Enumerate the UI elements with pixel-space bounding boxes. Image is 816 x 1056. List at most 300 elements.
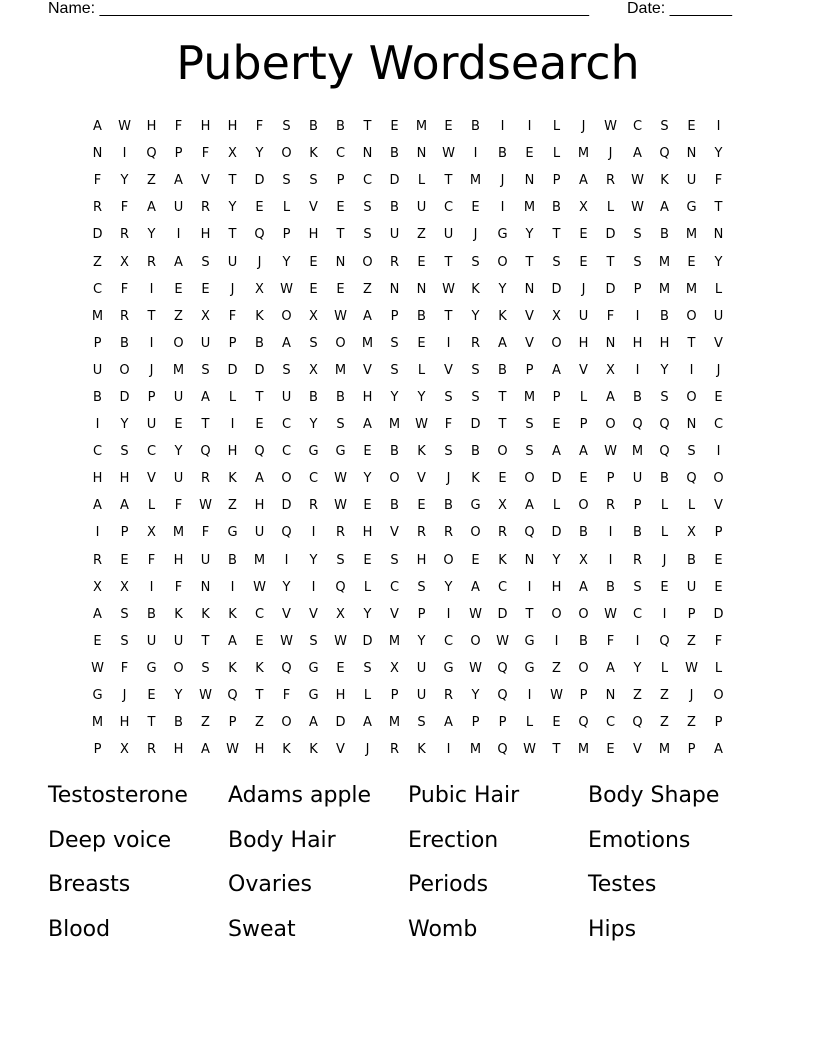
grid-letter[interactable]: I	[311, 579, 316, 595]
grid-letter[interactable]: S	[444, 444, 453, 460]
grid-letter[interactable]: X	[120, 254, 129, 270]
grid-letter[interactable]: W	[523, 742, 536, 758]
grid-letter[interactable]: B	[417, 308, 426, 324]
grid-letter[interactable]: O	[470, 525, 481, 541]
grid-letter[interactable]: Q	[146, 146, 157, 162]
grid-letter[interactable]: L	[606, 200, 615, 216]
grid-letter[interactable]: A	[363, 308, 372, 324]
grid-letter[interactable]: W	[442, 281, 455, 297]
grid-letter[interactable]: K	[228, 660, 237, 676]
grid-letter[interactable]: E	[120, 552, 129, 568]
grid-letter[interactable]: K	[174, 606, 183, 622]
grid-letter[interactable]: N	[335, 254, 346, 270]
grid-letter[interactable]: G	[308, 660, 319, 676]
grid-letter[interactable]: A	[201, 389, 210, 405]
grid-letter[interactable]: B	[633, 389, 642, 405]
grid-letter[interactable]: S	[282, 362, 291, 378]
grid-letter[interactable]: L	[714, 660, 723, 676]
grid-letter[interactable]: T	[201, 633, 210, 649]
grid-letter[interactable]: B	[93, 389, 102, 405]
grid-letter[interactable]: O	[605, 417, 616, 433]
grid-letter[interactable]: P	[228, 335, 237, 351]
grid-letter[interactable]: Q	[578, 715, 589, 731]
grid-letter[interactable]: A	[525, 498, 534, 514]
grid-letter[interactable]: E	[579, 471, 588, 487]
grid-letter[interactable]: P	[147, 389, 156, 405]
grid-letter[interactable]: F	[444, 417, 453, 433]
grid-letter[interactable]: J	[149, 362, 154, 378]
grid-letter[interactable]: N	[713, 227, 724, 243]
grid-letter[interactable]: H	[335, 688, 346, 704]
grid-letter[interactable]: T	[201, 417, 210, 433]
grid-letter[interactable]: M	[388, 715, 401, 731]
grid-letter[interactable]: B	[390, 146, 399, 162]
grid-letter[interactable]: X	[309, 308, 318, 324]
grid-letter[interactable]: W	[226, 742, 239, 758]
grid-letter[interactable]: M	[388, 417, 401, 433]
grid-letter[interactable]: J	[581, 281, 586, 297]
grid-letter[interactable]: R	[119, 308, 130, 324]
grid-letter[interactable]: N	[686, 146, 697, 162]
grid-letter[interactable]: I	[608, 525, 613, 541]
grid-letter[interactable]: R	[92, 552, 103, 568]
grid-letter[interactable]: H	[659, 335, 670, 351]
grid-letter[interactable]: X	[120, 579, 129, 595]
grid-letter[interactable]: P	[525, 362, 534, 378]
grid-letter[interactable]: W	[253, 579, 266, 595]
grid-letter[interactable]: Y	[633, 660, 642, 676]
grid-letter[interactable]: C	[281, 444, 292, 460]
grid-letter[interactable]: Q	[659, 417, 670, 433]
grid-letter[interactable]: K	[417, 444, 426, 460]
grid-letter[interactable]: L	[552, 119, 561, 135]
grid-letter[interactable]: I	[230, 579, 235, 595]
grid-letter[interactable]: E	[309, 254, 318, 270]
grid-letter[interactable]: C	[713, 417, 724, 433]
grid-letter[interactable]: S	[687, 444, 696, 460]
grid-letter[interactable]: I	[500, 200, 505, 216]
grid-letter[interactable]: E	[390, 119, 399, 135]
grid-letter[interactable]: T	[228, 173, 237, 189]
grid-letter[interactable]: M	[172, 362, 185, 378]
grid-letter[interactable]: Z	[552, 660, 561, 676]
grid-letter[interactable]: Y	[417, 633, 426, 649]
grid-letter[interactable]: A	[174, 254, 183, 270]
grid-letter[interactable]: W	[604, 119, 617, 135]
grid-letter[interactable]: Y	[471, 688, 480, 704]
grid-letter[interactable]: V	[201, 173, 210, 189]
grid-letter[interactable]: A	[93, 119, 102, 135]
grid-letter[interactable]: Q	[497, 660, 508, 676]
grid-letter[interactable]: P	[120, 525, 129, 541]
grid-letter[interactable]: P	[687, 606, 696, 622]
grid-letter[interactable]: I	[149, 335, 154, 351]
grid-letter[interactable]: P	[93, 742, 102, 758]
grid-letter[interactable]: T	[255, 389, 264, 405]
grid-letter[interactable]: L	[417, 173, 426, 189]
grid-letter[interactable]: W	[199, 498, 212, 514]
grid-letter[interactable]: S	[363, 660, 372, 676]
grid-letter[interactable]: O	[686, 308, 697, 324]
grid-letter[interactable]: E	[417, 498, 426, 514]
grid-letter[interactable]: T	[444, 173, 453, 189]
grid-letter[interactable]: A	[552, 362, 561, 378]
grid-letter[interactable]: S	[390, 362, 399, 378]
grid-letter[interactable]: K	[228, 606, 237, 622]
grid-letter[interactable]: D	[605, 281, 616, 297]
grid-letter[interactable]: I	[689, 362, 694, 378]
grid-letter[interactable]: V	[309, 606, 318, 622]
grid-letter[interactable]: L	[714, 281, 723, 297]
grid-letter[interactable]: F	[174, 579, 183, 595]
grid-letter[interactable]: I	[554, 633, 559, 649]
grid-letter[interactable]: E	[174, 281, 183, 297]
grid-letter[interactable]: I	[500, 119, 505, 135]
grid-letter[interactable]: A	[498, 335, 507, 351]
grid-letter[interactable]: O	[281, 471, 292, 487]
grid-letter[interactable]: I	[716, 444, 721, 460]
grid-letter[interactable]: E	[417, 254, 426, 270]
grid-letter[interactable]: N	[524, 173, 535, 189]
grid-letter[interactable]: V	[633, 742, 642, 758]
grid-letter[interactable]: R	[389, 254, 400, 270]
grid-letter[interactable]: B	[687, 552, 696, 568]
grid-letter[interactable]: O	[119, 362, 130, 378]
grid-letter[interactable]: A	[363, 417, 372, 433]
grid-letter[interactable]: B	[444, 498, 453, 514]
grid-letter[interactable]: P	[498, 715, 507, 731]
grid-letter[interactable]: Q	[281, 525, 292, 541]
grid-letter[interactable]: U	[173, 471, 184, 487]
grid-letter[interactable]: T	[714, 200, 723, 216]
grid-letter[interactable]: X	[552, 308, 561, 324]
grid-letter[interactable]: P	[93, 335, 102, 351]
grid-letter[interactable]: L	[147, 498, 156, 514]
grid-letter[interactable]: H	[227, 444, 238, 460]
grid-letter[interactable]: L	[660, 525, 669, 541]
grid-letter[interactable]: U	[281, 389, 292, 405]
grid-letter[interactable]: I	[284, 552, 289, 568]
grid-letter[interactable]: I	[446, 335, 451, 351]
grid-letter[interactable]: Z	[687, 633, 696, 649]
grid-letter[interactable]: P	[606, 471, 615, 487]
grid-letter[interactable]: R	[443, 525, 454, 541]
grid-letter[interactable]: Z	[228, 498, 237, 514]
grid-letter[interactable]: B	[660, 471, 669, 487]
grid-letter[interactable]: W	[415, 417, 428, 433]
grid-letter[interactable]: M	[469, 173, 482, 189]
grid-letter[interactable]: Q	[497, 688, 508, 704]
grid-letter[interactable]: S	[471, 362, 480, 378]
grid-letter[interactable]: Y	[363, 606, 372, 622]
grid-letter[interactable]: S	[444, 389, 453, 405]
grid-letter[interactable]: G	[524, 633, 535, 649]
grid-letter[interactable]: J	[608, 146, 613, 162]
grid-letter[interactable]: E	[498, 471, 507, 487]
grid-letter[interactable]: V	[282, 606, 291, 622]
grid-letter[interactable]: E	[363, 444, 372, 460]
grid-letter[interactable]: J	[365, 742, 370, 758]
grid-letter[interactable]: W	[469, 660, 482, 676]
grid-letter[interactable]: I	[230, 417, 235, 433]
grid-letter[interactable]: A	[174, 173, 183, 189]
grid-letter[interactable]: E	[363, 498, 372, 514]
grid-letter[interactable]: M	[172, 525, 185, 541]
grid-letter[interactable]: R	[119, 227, 130, 243]
grid-letter[interactable]: K	[255, 660, 264, 676]
grid-letter[interactable]: Q	[686, 471, 697, 487]
grid-letter[interactable]: B	[228, 552, 237, 568]
grid-letter[interactable]: O	[470, 633, 481, 649]
grid-letter[interactable]: O	[578, 498, 589, 514]
grid-letter[interactable]: G	[146, 660, 157, 676]
grid-letter[interactable]: H	[146, 119, 157, 135]
grid-letter[interactable]: S	[309, 335, 318, 351]
grid-letter[interactable]: Q	[659, 633, 670, 649]
grid-letter[interactable]: E	[525, 146, 534, 162]
grid-letter[interactable]: D	[713, 606, 724, 622]
grid-letter[interactable]: N	[524, 281, 535, 297]
grid-letter[interactable]: Y	[120, 417, 129, 433]
grid-letter[interactable]: Y	[525, 227, 534, 243]
grid-letter[interactable]: C	[605, 715, 616, 731]
grid-letter[interactable]: N	[362, 146, 373, 162]
grid-letter[interactable]: O	[281, 308, 292, 324]
grid-letter[interactable]: K	[255, 308, 264, 324]
grid-letter[interactable]: O	[497, 444, 508, 460]
grid-letter[interactable]: E	[363, 552, 372, 568]
grid-letter[interactable]: I	[446, 606, 451, 622]
grid-letter[interactable]: A	[606, 389, 615, 405]
grid-letter[interactable]: M	[334, 362, 347, 378]
grid-letter[interactable]: V	[714, 335, 723, 351]
grid-letter[interactable]: I	[122, 146, 127, 162]
grid-letter[interactable]: E	[579, 227, 588, 243]
grid-letter[interactable]: Q	[497, 742, 508, 758]
grid-letter[interactable]: J	[446, 471, 451, 487]
grid-letter[interactable]: I	[149, 281, 154, 297]
grid-letter[interactable]: H	[551, 579, 562, 595]
grid-letter[interactable]: L	[525, 715, 534, 731]
grid-letter[interactable]: X	[579, 552, 588, 568]
grid-letter[interactable]: E	[309, 281, 318, 297]
grid-letter[interactable]: Y	[714, 146, 723, 162]
grid-letter[interactable]: P	[552, 389, 561, 405]
grid-letter[interactable]: R	[92, 200, 103, 216]
grid-letter[interactable]: I	[149, 579, 154, 595]
grid-letter[interactable]: T	[255, 688, 264, 704]
grid-letter[interactable]: Z	[687, 715, 696, 731]
grid-letter[interactable]: E	[147, 688, 156, 704]
grid-letter[interactable]: L	[660, 498, 669, 514]
grid-letter[interactable]: C	[335, 146, 346, 162]
grid-letter[interactable]: S	[471, 389, 480, 405]
grid-letter[interactable]: T	[336, 227, 345, 243]
grid-letter[interactable]: G	[497, 227, 508, 243]
grid-letter[interactable]: U	[173, 200, 184, 216]
grid-letter[interactable]: J	[230, 281, 235, 297]
grid-letter[interactable]: B	[552, 200, 561, 216]
grid-letter[interactable]: Y	[174, 444, 183, 460]
grid-letter[interactable]: F	[606, 633, 615, 649]
grid-letter[interactable]: L	[363, 688, 372, 704]
grid-letter[interactable]: B	[660, 227, 669, 243]
grid-letter[interactable]: N	[686, 417, 697, 433]
grid-letter[interactable]: O	[551, 606, 562, 622]
grid-letter[interactable]: E	[714, 389, 723, 405]
grid-letter[interactable]: B	[120, 335, 129, 351]
grid-letter[interactable]: E	[93, 633, 102, 649]
grid-letter[interactable]: A	[471, 579, 480, 595]
grid-letter[interactable]: X	[147, 525, 156, 541]
grid-letter[interactable]: P	[633, 498, 642, 514]
grid-letter[interactable]: A	[363, 715, 372, 731]
grid-letter[interactable]: T	[498, 417, 507, 433]
grid-letter[interactable]: Y	[444, 579, 453, 595]
grid-letter[interactable]: B	[147, 606, 156, 622]
grid-letter[interactable]: E	[687, 119, 696, 135]
grid-letter[interactable]: F	[606, 308, 615, 324]
grid-letter[interactable]: A	[552, 444, 561, 460]
grid-letter[interactable]: P	[390, 688, 399, 704]
grid-letter[interactable]: T	[498, 389, 507, 405]
grid-letter[interactable]: O	[524, 471, 535, 487]
grid-letter[interactable]: S	[471, 254, 480, 270]
grid-letter[interactable]: V	[390, 525, 399, 541]
grid-letter[interactable]: A	[201, 742, 210, 758]
grid-letter[interactable]: S	[417, 715, 426, 731]
grid-letter[interactable]: C	[632, 606, 643, 622]
grid-letter[interactable]: Q	[659, 146, 670, 162]
grid-letter[interactable]: T	[363, 119, 372, 135]
grid-letter[interactable]: A	[93, 606, 102, 622]
grid-letter[interactable]: Q	[200, 444, 211, 460]
grid-letter[interactable]: J	[122, 688, 127, 704]
grid-letter[interactable]: L	[687, 498, 696, 514]
grid-letter[interactable]: Y	[363, 471, 372, 487]
grid-letter[interactable]: F	[120, 200, 129, 216]
grid-letter[interactable]: W	[550, 688, 563, 704]
grid-letter[interactable]: O	[281, 715, 292, 731]
grid-letter[interactable]: C	[92, 281, 103, 297]
grid-letter[interactable]: P	[174, 146, 183, 162]
grid-letter[interactable]: I	[716, 119, 721, 135]
grid-letter[interactable]: S	[552, 254, 561, 270]
grid-letter[interactable]: P	[282, 227, 291, 243]
grid-letter[interactable]: Y	[309, 417, 318, 433]
grid-letter[interactable]: S	[363, 200, 372, 216]
grid-letter[interactable]: R	[146, 742, 157, 758]
grid-letter[interactable]: M	[577, 742, 590, 758]
grid-letter[interactable]: S	[363, 227, 372, 243]
grid-letter[interactable]: A	[633, 146, 642, 162]
grid-letter[interactable]: I	[635, 362, 640, 378]
grid-letter[interactable]: D	[119, 389, 130, 405]
grid-letter[interactable]: P	[579, 417, 588, 433]
grid-letter[interactable]: G	[524, 660, 535, 676]
grid-letter[interactable]: H	[119, 715, 130, 731]
grid-letter[interactable]: T	[228, 227, 237, 243]
grid-letter[interactable]: H	[173, 742, 184, 758]
grid-letter[interactable]: D	[254, 173, 265, 189]
grid-letter[interactable]: V	[309, 200, 318, 216]
grid-letter[interactable]: E	[255, 633, 264, 649]
grid-letter[interactable]: M	[631, 444, 644, 460]
grid-letter[interactable]: Y	[282, 254, 291, 270]
grid-letter[interactable]: L	[660, 660, 669, 676]
grid-letter[interactable]: R	[605, 498, 616, 514]
grid-letter[interactable]: S	[282, 173, 291, 189]
grid-letter[interactable]: W	[631, 200, 644, 216]
grid-letter[interactable]: E	[579, 254, 588, 270]
grid-letter[interactable]: O	[578, 660, 589, 676]
grid-letter[interactable]: B	[579, 525, 588, 541]
grid-letter[interactable]: B	[579, 633, 588, 649]
grid-letter[interactable]: W	[280, 633, 293, 649]
grid-letter[interactable]: Y	[282, 579, 291, 595]
grid-letter[interactable]: O	[173, 335, 184, 351]
grid-letter[interactable]: Z	[417, 227, 426, 243]
grid-letter[interactable]: J	[581, 119, 586, 135]
grid-letter[interactable]: A	[309, 715, 318, 731]
grid-letter[interactable]: C	[497, 579, 508, 595]
grid-letter[interactable]: E	[714, 579, 723, 595]
grid-letter[interactable]: V	[390, 606, 399, 622]
grid-letter[interactable]: U	[200, 335, 211, 351]
grid-letter[interactable]: Y	[660, 362, 669, 378]
grid-letter[interactable]: V	[444, 362, 453, 378]
grid-letter[interactable]: U	[146, 417, 157, 433]
grid-letter[interactable]: W	[631, 173, 644, 189]
grid-letter[interactable]: D	[551, 281, 562, 297]
grid-letter[interactable]: A	[120, 498, 129, 514]
grid-letter[interactable]: I	[662, 606, 667, 622]
grid-letter[interactable]: T	[444, 308, 453, 324]
grid-letter[interactable]: F	[174, 498, 183, 514]
grid-letter[interactable]: D	[335, 715, 346, 731]
grid-letter[interactable]: T	[687, 335, 696, 351]
grid-letter[interactable]: A	[579, 444, 588, 460]
grid-letter[interactable]: C	[308, 471, 319, 487]
grid-letter[interactable]: M	[415, 119, 428, 135]
grid-letter[interactable]: J	[500, 173, 505, 189]
grid-letter[interactable]: B	[498, 146, 507, 162]
grid-letter[interactable]: N	[92, 146, 103, 162]
grid-letter[interactable]: X	[228, 146, 237, 162]
grid-letter[interactable]: Y	[174, 688, 183, 704]
grid-letter[interactable]: G	[308, 444, 319, 460]
grid-letter[interactable]: D	[470, 417, 481, 433]
grid-letter[interactable]: I	[608, 552, 613, 568]
grid-letter[interactable]: I	[176, 227, 181, 243]
grid-letter[interactable]: U	[578, 308, 589, 324]
grid-letter[interactable]: M	[91, 308, 104, 324]
grid-letter[interactable]: S	[633, 579, 642, 595]
grid-letter[interactable]: P	[714, 715, 723, 731]
grid-letter[interactable]: F	[255, 119, 264, 135]
grid-letter[interactable]: Q	[659, 444, 670, 460]
grid-letter[interactable]: S	[336, 552, 345, 568]
grid-letter[interactable]: X	[390, 660, 399, 676]
grid-letter[interactable]: V	[336, 742, 345, 758]
grid-letter[interactable]: H	[254, 742, 265, 758]
grid-letter[interactable]: V	[417, 471, 426, 487]
grid-letter[interactable]: L	[579, 389, 588, 405]
grid-letter[interactable]: W	[604, 444, 617, 460]
grid-letter[interactable]: N	[605, 335, 616, 351]
grid-letter[interactable]: I	[95, 417, 100, 433]
grid-letter[interactable]: B	[660, 308, 669, 324]
